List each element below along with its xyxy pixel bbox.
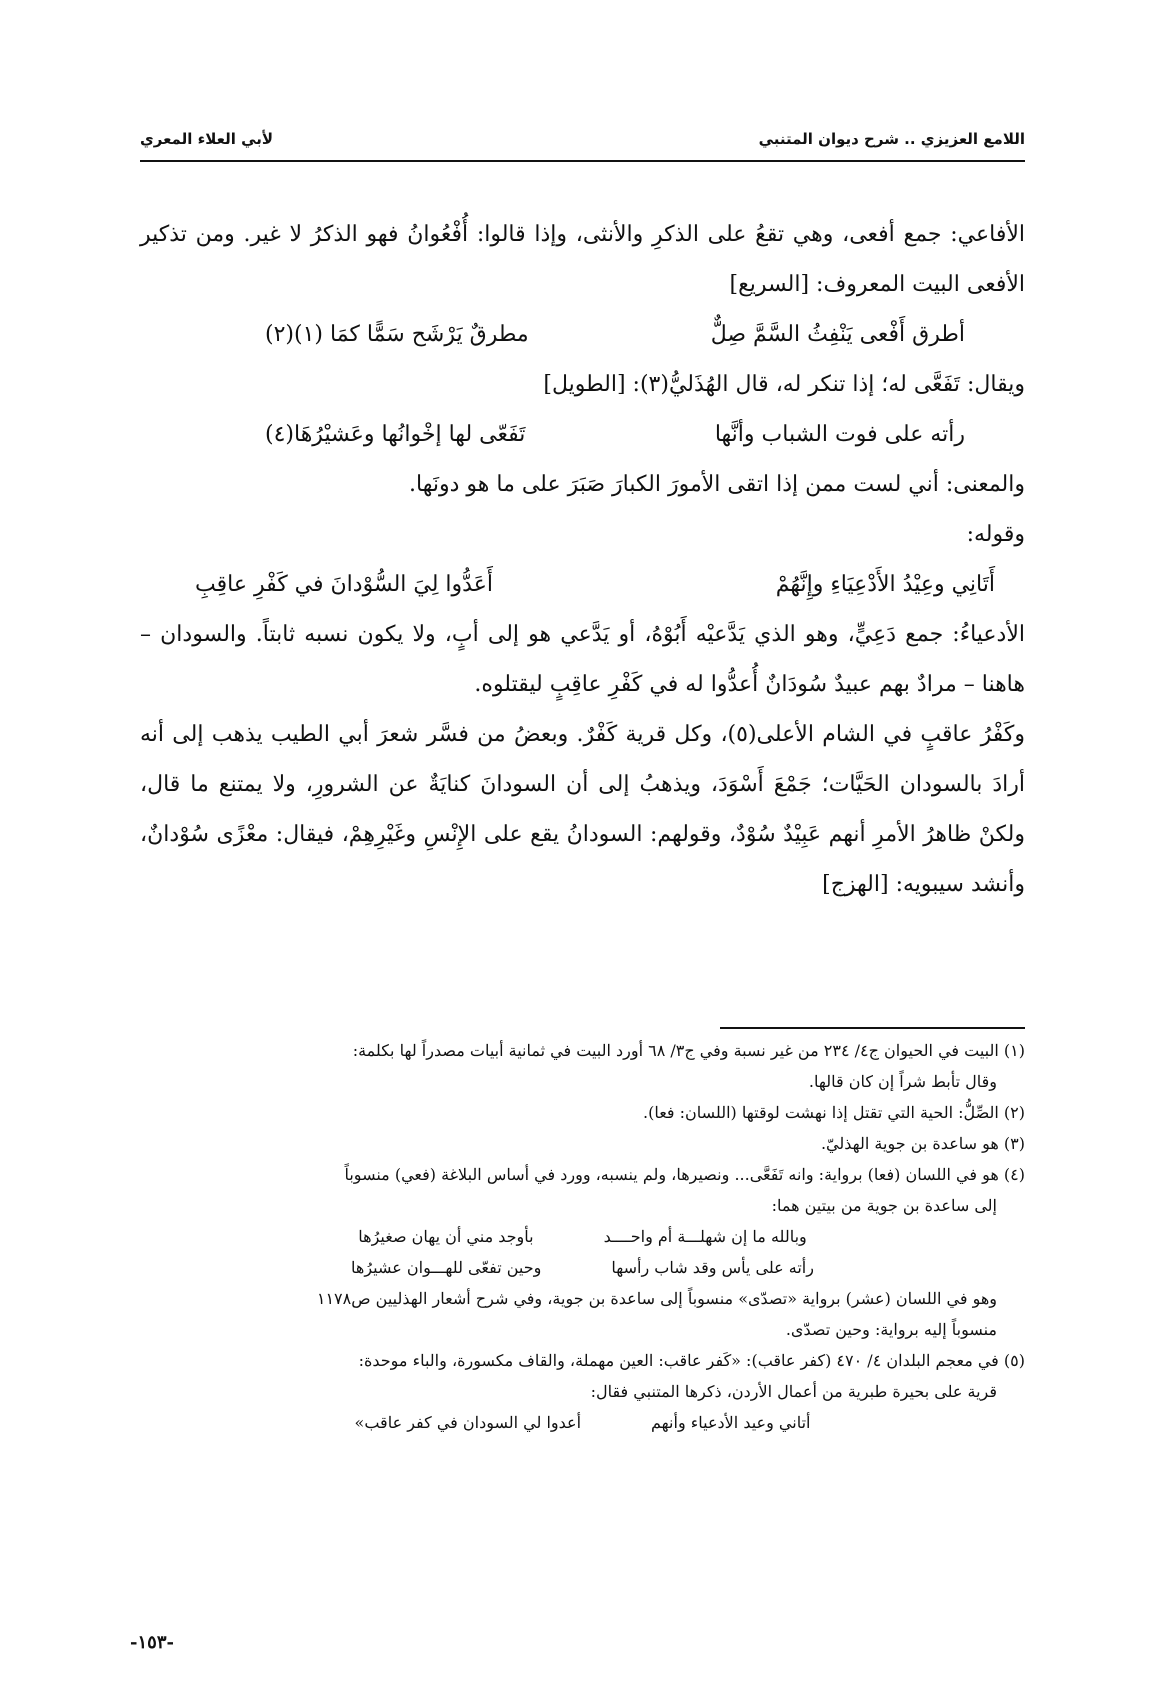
footnote-4-verse-2-second: وحين تفعّى للهـــوان عشيرُها [351,1258,542,1277]
verse-3-first-hemistich: أَتَانِي وعِيْدُ الأَدْعِيَاءِ وإِنَّهُمْ [775,572,995,597]
paragraph-afaai: الأفاعي: جمع أفعى، وهي تقعُ على الذكرِ والأنثى، وإذا قالوا: أُفْعُوانُ فهو الذكرُ لا غير. ومن تذكير الأفعى البيت المعروف: [السريع] [140,222,1025,297]
footnote-5-continuation: قرية على بحيرة طبرية من أعمال الأردن، ذكرها المتنبي فقال: [590,1382,997,1401]
footnotes [140,1035,1025,1438]
verse-2-second-hemistich: تَفَعّى لها إخْوانُها وعَشيْرُهَا(٤) [265,422,526,447]
verse-line-3 [195,560,995,610]
footnote-5: (٥) في معجم البلدان ٤/ ٤٧٠ (كفر عاقب): «كَفر عاقب: العين مهملة، والقاف مكسورة، والباء موحدة: [358,1351,1025,1370]
footnote-5-verse [140,1407,1025,1438]
footnote-divider [720,1027,1025,1029]
footnote-4-continuation: إلى ساعدة بن جوية من بيتين هما: [771,1196,997,1215]
paragraph-tafaa: ويقال: تَفَعَّى له؛ إذا تنكر له، قال الهُذَليُّ(٣): [الطويل] [543,372,1025,397]
verse-1-second-hemistich: مطرقٌ يَرْشَح سَمًّا كمَا (١)(٢) [265,322,529,347]
paragraph-qawluhu: وقوله: [966,522,1025,547]
footnote-5-verse-first: أتاني وعيد الأدعياء وأنهم [651,1413,811,1432]
verse-line-2 [265,410,965,460]
verse-1-first-hemistich: أطرق أَفْعى يَنْفِثُ السَّمَّ صِلٌّ [710,322,965,347]
footnote-3: (٣) هو ساعدة بن جوية الهذليّ. [820,1134,1025,1153]
footnote-4-verse-1-second: بأوجد مني أن يهان صغيرُها [358,1227,534,1246]
footnote-4-verse-2 [140,1252,1025,1283]
paragraph-meaning: والمعنى: أني لست ممن إذا اتقى الأمورَ الكبارَ صَبَرَ على ما هو دونَها. [409,472,1025,497]
main-text [140,210,1025,910]
footnote-4-verse-1 [140,1221,1025,1252]
header-author: لأبي العلاء المعري [140,130,274,148]
footnote-2: (٢) الصِّلُّ: الحية التي تقتل إذا نهشت لوقتها (اللسان: فعا). [642,1103,1025,1122]
footnote-4-verse-1-first: وبالله ما إن شهلـــة أم واحــــد [603,1227,807,1246]
page-number: -١٥٣- [130,1632,174,1653]
verse-2-first-hemistich: رأته على فوت الشباب وأنَّها [714,422,965,447]
running-header [140,118,1025,148]
footnote-4-verse-2-first: رأته على يأس وقد شاب رأسها [611,1258,814,1277]
footnote-4: (٤) هو في اللسان (فعا) برواية: وانه تَفَعَّى... ونصيرها، ولم ينسبه، وورد في أساس البلاغة (فعي) منسوباً [344,1165,1025,1184]
footnote-4-lisan: وهو في اللسان (عشر) برواية «تصدّى» منسوباً إلى ساعدة بن جوية، وفي شرح أشعار الهذليين ص١١٧٨ [316,1289,997,1308]
verse-line-1 [265,310,965,360]
footnote-4-lisan-continuation: منسوباً إليه برواية: وحين تصدّى. [785,1320,997,1339]
footnote-1-continuation: وقال تأبط شراً إن كان قالها. [808,1072,997,1091]
header-divider [140,160,1025,162]
footnote-5-verse-second: أعدوا لي السودان في كفر عاقب» [354,1413,582,1432]
verse-3-second-hemistich: أَعَدُّوا لِيَ السُّوْدانَ في كَفْرِ عاقِبِ [195,572,493,597]
paragraph-adiya: الأدعياءُ: جمع دَعِيٍّ، وهو الذي يَدَّعيْه أَبُوْهُ، أو يَدَّعي هو إلى أبٍ، ولا يكون نسبه ثابتاً. والسودان – هاهنا – مرادٌ بهم عبيدٌ سُودَانٌ أُعدُّوا له في كَفْرِ عاقِبٍ ليقتلوه. [140,622,1025,697]
header-book-title: اللامع العزيزي .. شرح ديوان المتنبي [758,130,1025,148]
paragraph-kafr-aqib: وكَفْرُ عاقبٍ في الشام الأعلى(٥)، وكل قرية كَفْرٌ. وبعضُ من فسَّر شعرَ أبي الطيب يذهب إلى أنه أرادَ بالسودان الحَيَّات؛ جَمْعَ أَسْوَدَ، ويذهبُ إلى أن السودانَ كنايَةٌ عن الشرورِ، ولا يمتنع ما قال، ولكنْ ظاهرُ الأمرِ أنهم عَبِيْدٌ سُوْدٌ، وقولهم: السودانُ يقع على الإِنْسِ وغَيْرِهِمْ، فيقال: معْزًى سُوْدانٌ، وأنشد سيبويه: [الهزج] [140,722,1025,897]
footnote-1: (١) البيت في الحيوان ج٤/ ٢٣٤ من غير نسبة وفي ج٣/ ٦٨ أورد البيت في ثمانية أبيات مصدراً لها بكلمة: [352,1041,1025,1060]
